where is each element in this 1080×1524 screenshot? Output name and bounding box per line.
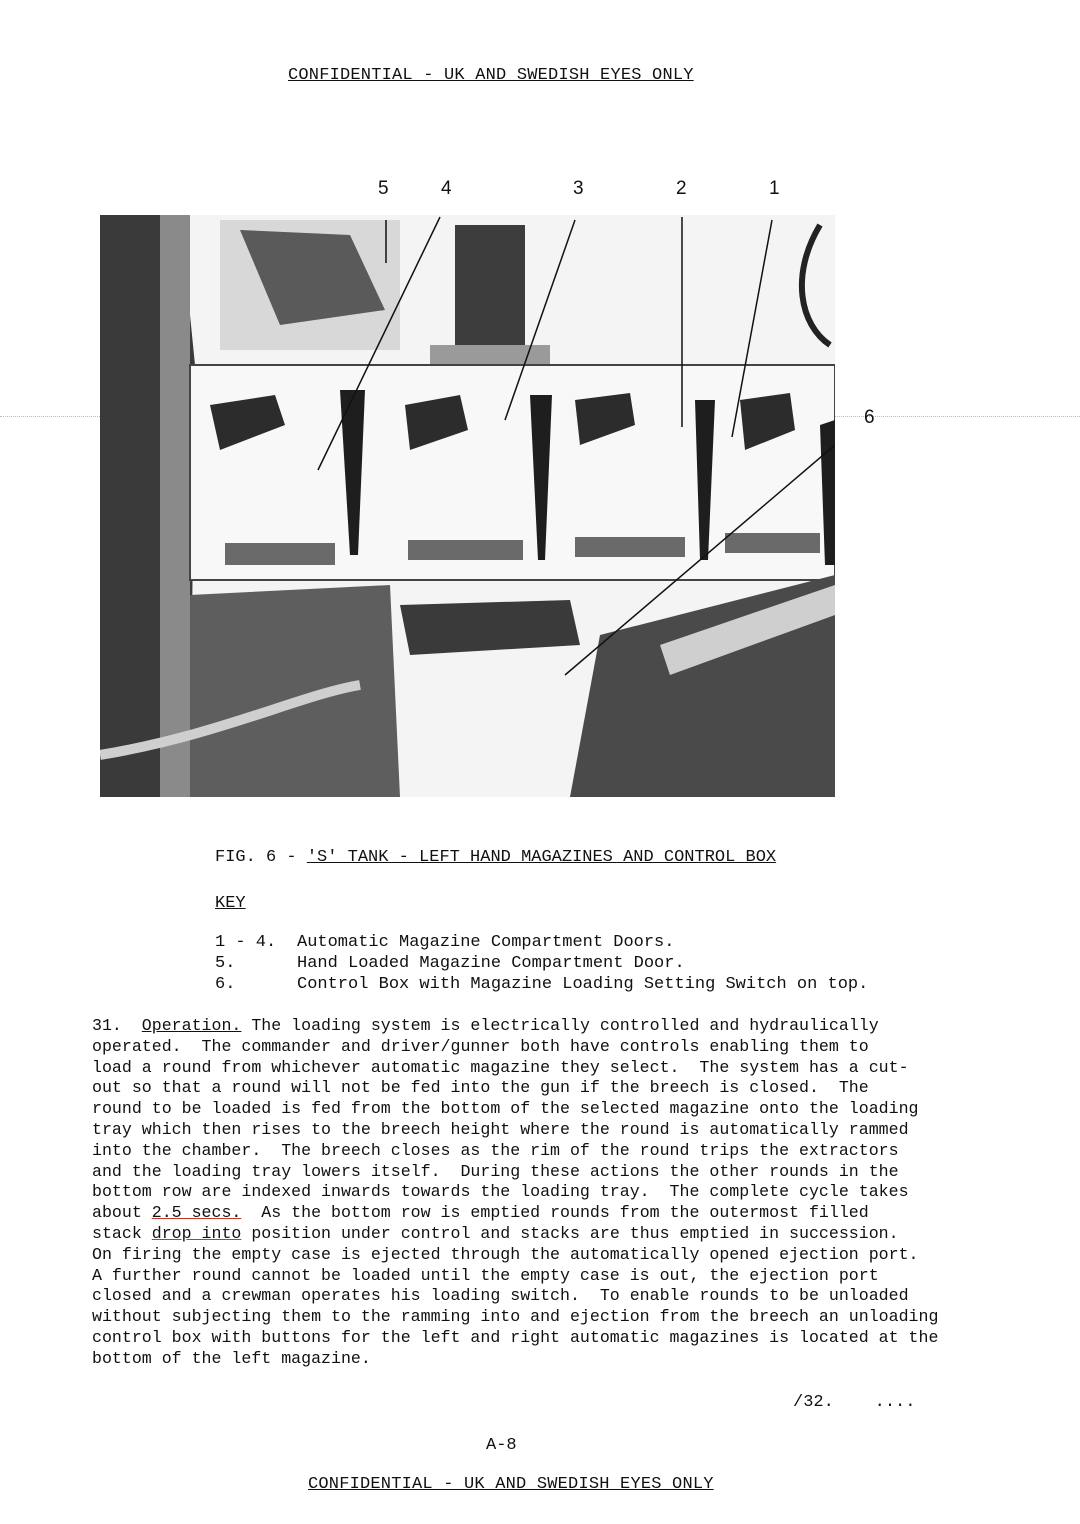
paragraph-line [92,1016,987,1037]
paragraph-line-text: position under control and stacks are thus emptied in succession. [241,1223,899,1243]
callout-1: 1 [769,178,780,199]
paragraph-number: 31. [92,1016,122,1035]
key-item-number: 1 - 4. [215,933,277,952]
confidential-footer: CONFIDENTIAL - UK AND SWEDISH EYES ONLY [308,1475,714,1494]
paragraph-line: bottom of the left magazine. [92,1348,371,1368]
figure-caption [215,848,776,867]
paragraph-line-text: The loading system is electrically controlled and hydraulically [241,1016,879,1035]
key-item-text: Automatic Magazine Compartment Doors. [297,933,675,952]
paragraph-line: without subjecting them to the ramming into and ejection from the breech an unloading [92,1307,939,1327]
callout-4: 4 [441,178,452,199]
callout-2: 2 [676,178,687,199]
paragraph-line: operated. The commander and driver/gunner both have controls enabling them to [92,1036,869,1056]
highlighted-drop-into: drop into [151,1223,242,1243]
key-item-text: Control Box with Magazine Loading Setting Switch on top. [297,975,869,994]
tank-magazine-photo [100,215,835,797]
paragraph-heading: Operation. [141,1016,242,1035]
highlighted-cycle-time: 2.5 secs. [151,1203,242,1223]
paragraph-line: bottom row are indexed inwards towards the loading tray. The complete cycle takes [92,1182,909,1202]
key-title: KEY [215,894,246,913]
paragraph-line: round to be loaded is fed from the bottom of the selected magazine onto the loading [92,1099,919,1119]
paragraph-line: out so that a round will not be fed into the gun if the breech is closed. The [92,1078,869,1098]
key-item-number: 5. [215,954,236,973]
figure-caption-prefix: FIG. 6 - [215,848,307,867]
paragraph-line: closed and a crewman operates his loading switch. To enable rounds to be unloaded [92,1286,909,1306]
paragraph-31 [92,1016,987,1370]
continuation-marker: /32. .... [793,1393,916,1412]
page-number: A-8 [486,1436,517,1455]
paragraph-line: On firing the empty case is ejected through the automatically opened ejection port. [92,1244,919,1264]
paragraph-line: tray which then rises to the breech height where the round is automatically rammed [92,1119,909,1139]
paragraph-line-text: stack [92,1223,152,1243]
key-item-text: Hand Loaded Magazine Compartment Door. [297,954,685,973]
key-item-number: 6. [215,975,236,994]
callout-3: 3 [573,178,584,199]
figure-caption-title: 'S' TANK - LEFT HAND MAGAZINES AND CONTROL BOX [306,848,777,867]
paragraph-line-text: about [92,1203,152,1223]
key-item [215,953,685,974]
paragraph-line [92,1203,987,1224]
paragraph-line [92,1224,987,1245]
paragraph-line: control box with buttons for the left and right automatic magazines is located at the [92,1327,939,1347]
paragraph-line-text: As the bottom row is emptied rounds from the outermost filled [241,1203,869,1223]
paragraph-line: into the chamber. The breech closes as the rim of the round trips the extractors [92,1140,899,1160]
confidential-header: CONFIDENTIAL - UK AND SWEDISH EYES ONLY [288,66,694,85]
callout-6: 6 [864,407,875,428]
key-item [215,974,868,995]
key-item [215,932,674,953]
paragraph-line: A further round cannot be loaded until the empty case is out, the ejection port [92,1265,879,1285]
callout-5: 5 [378,178,389,199]
paragraph-line: and the loading tray lowers itself. During these actions the other rounds in the [92,1161,899,1181]
paragraph-line: load a round from whichever automatic magazine they select. The system has a cut- [92,1057,909,1077]
